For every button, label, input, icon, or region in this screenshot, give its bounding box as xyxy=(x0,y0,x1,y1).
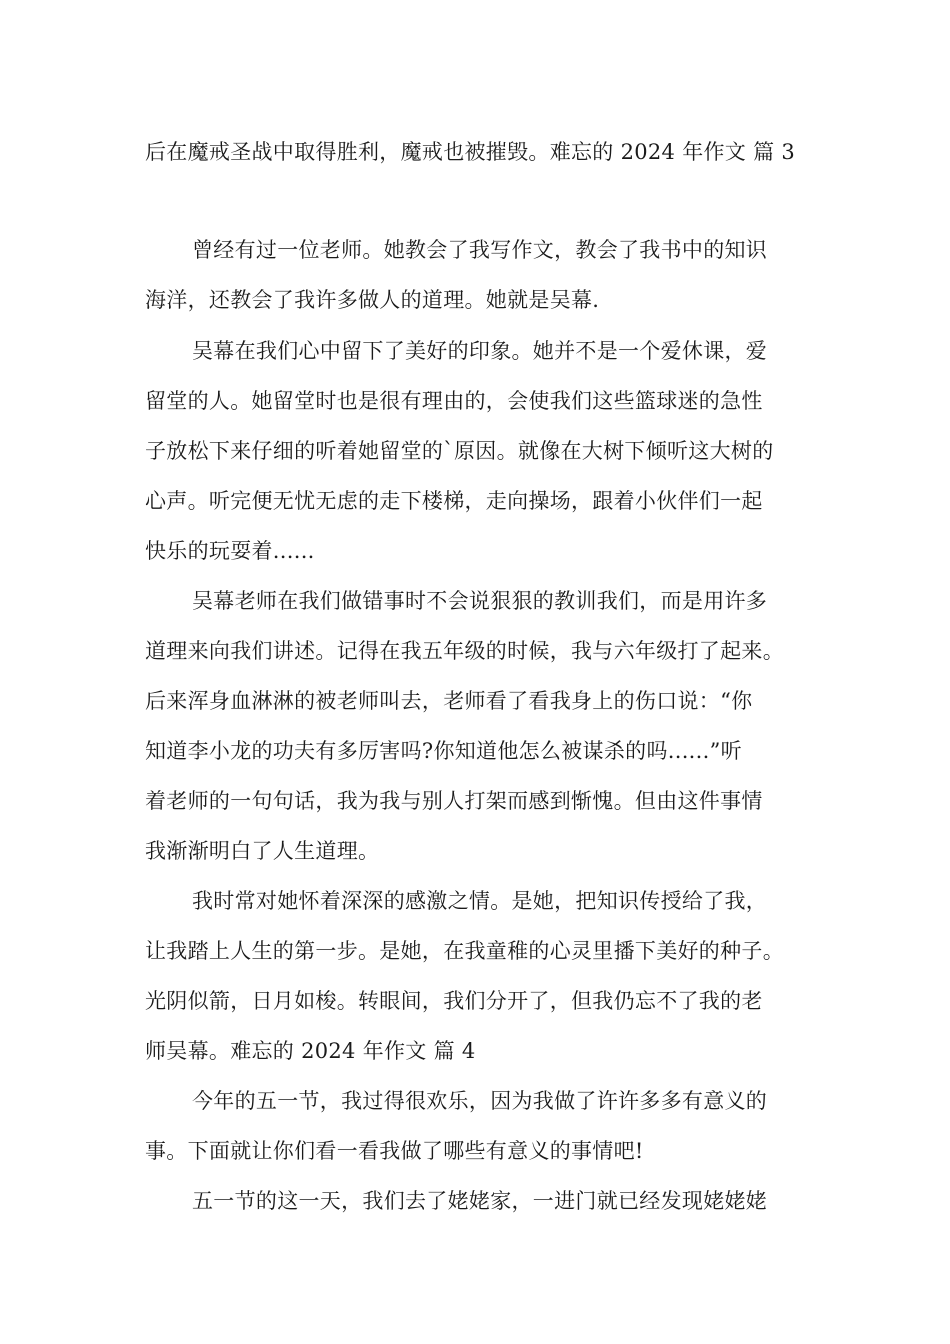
text-line: 道理来向我们讲述。记得在我五年级的时候，我与六年级打了起来。 xyxy=(145,639,784,663)
text-line: 海洋，还教会了我许多做人的道理。她就是吴幕. xyxy=(145,288,600,312)
text-line: 着老师的一句句话，我为我与别人打架而感到惭愧。但由这件事情 xyxy=(145,789,763,813)
text-line: 事。下面就让你们看一看我做了哪些有意义的事情吧! xyxy=(145,1139,644,1163)
text-line: 光阴似箭，日月如梭。转眼间，我们分开了，但我仍忘不了我的老 xyxy=(145,989,763,1013)
text-line: 知道李小龙的功夫有多厉害吗?你知道他怎么被谋杀的吗......”听 xyxy=(145,739,742,763)
text-line: 子放松下来仔细的听着她留堂的`原因。就像在大树下倾听这大树的 xyxy=(145,439,774,463)
text-line: 心声。听完便无忧无虑的走下楼梯，走向操场，跟着小伙伴们一起 xyxy=(145,489,763,513)
text-line: 让我踏上人生的第一步。是她，在我童稚的心灵里播下美好的种子。 xyxy=(145,939,784,963)
paragraph-line: 今年的五一节，我过得很欢乐，因为我做了许许多多有意义的 xyxy=(192,1089,768,1113)
text-line: 留堂的人。她留堂时也是很有理由的，会使我们这些篮球迷的急性 xyxy=(145,389,763,413)
paragraph-line: 曾经有过一位老师。她教会了我写作文，教会了我书中的知识 xyxy=(192,238,768,262)
paragraph-line: 吴幕在我们心中留下了美好的印象。她并不是一个爱休课，爱 xyxy=(192,339,768,363)
paragraph-line: 吴幕老师在我们做错事时不会说狠狠的教训我们，而是用许多 xyxy=(192,589,768,613)
text-line: 快乐的玩耍着...... xyxy=(145,539,315,563)
text-line: 后在魔戒圣战中取得胜利，魔戒也被摧毁。难忘的 2024 年作文 篇 3 xyxy=(145,140,796,164)
text-line: 我渐渐明白了人生道理。 xyxy=(145,839,380,863)
paragraph-line: 五一节的这一天，我们去了姥姥家，一进门就已经发现姥姥姥 xyxy=(192,1189,768,1213)
text-line: 师吴幕。难忘的 2024 年作文 篇 4 xyxy=(145,1039,476,1063)
text-line: 后来浑身血淋淋的被老师叫去，老师看了看我身上的伤口说：“你 xyxy=(145,689,753,713)
paragraph-line: 我时常对她怀着深深的感激之情。是她，把知识传授给了我， xyxy=(192,889,768,913)
